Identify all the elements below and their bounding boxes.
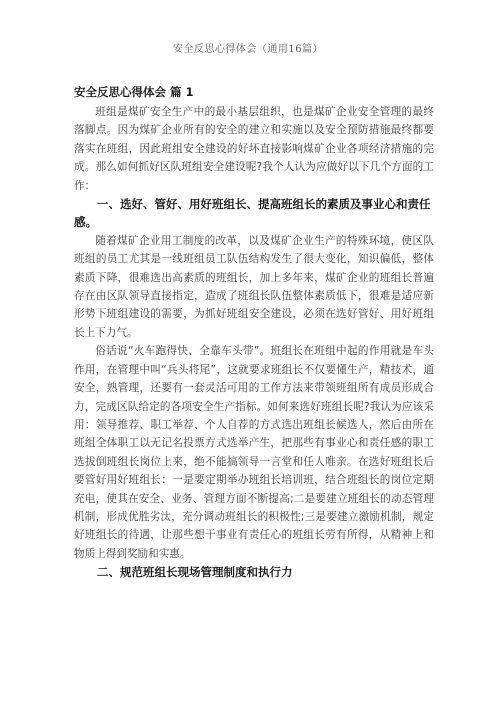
article-title: 安全反思心得体会 篇 1 (74, 85, 194, 99)
section-heading-2: 二、规范班组长现场管理制度和执行力 (97, 565, 293, 580)
body-paragraph-1: 随着煤矿企业用工制度的改革，以及煤矿企业生产的特殊环境，使区队班组的员工尤其是一线班组员工队伍结构发生了很大变化，知识偏低，整体素质下降，很难选出高素质的班组长，加上多年来，煤矿企业的班组长普遍存在由区队领导直接指定，造成了班组长队伍整体素质低下，很难是适应新形势下班组建设的需要，为抓好班组安全建设，必须在选好管好、用好班组长上下力气。 (74, 234, 434, 339)
body-paragraph-2: 俗话说“火车跑得快、全靠车头带”。班组长在班组中起的作用就是车头作用，在管理中叫“兵头将尾”，这就要求班组长不仅要懂生产，精技术，通安全，熟管理，还要有一套灵活可用的工作方法来带领班组所有成员形成合力，完成区队给定的各项安全生产指标。如何来选好班组长呢?我认为应该采用：领导推荐、职工举荐、个人自荐的方式选出班组长候选人，然后由所在班组全体职工以无记名投票方式选举产生，把那些有事业心和责任感的职工选拔倒班组长岗位上来，绝不能搞领导一言堂和任人唯亲。在选好班组长后要管好用好班组长：一是要定期举办班组长培训班，结合班组长的岗位定期充电，使其在安全、业务、管理方面不断提高;二是要建立班组长的动态管理机制，形成优胜劣汰，充分调动班组长的积极性;三是要建立激励机制，规定好班组长的待遇，让那些想干事业有责任心的班组长劳有所得，从精神上和物质上得到奖励和实惠。 (74, 345, 434, 560)
article-body (74, 83, 434, 582)
section-heading-1: 一、选好、管好、用好班组长、提高班组长的素质及事业心和责任感。 (74, 197, 431, 230)
running-header: 安全反思心得体会（通用16篇） (172, 44, 324, 55)
intro-paragraph: 班组是煤矿安全生产中的最小基层组织，也是煤矿企业安全管理的最终落脚点。因为煤矿企业所有的安全的建立和实施以及安全预防措施最终都要落实在班组，因此班组安全建设的好坏直接影响煤矿企业各项经济措施的完成。那么如何抓好区队班组安全建设呢?我个人认为应做好以下几个方面的工作： (74, 106, 434, 192)
